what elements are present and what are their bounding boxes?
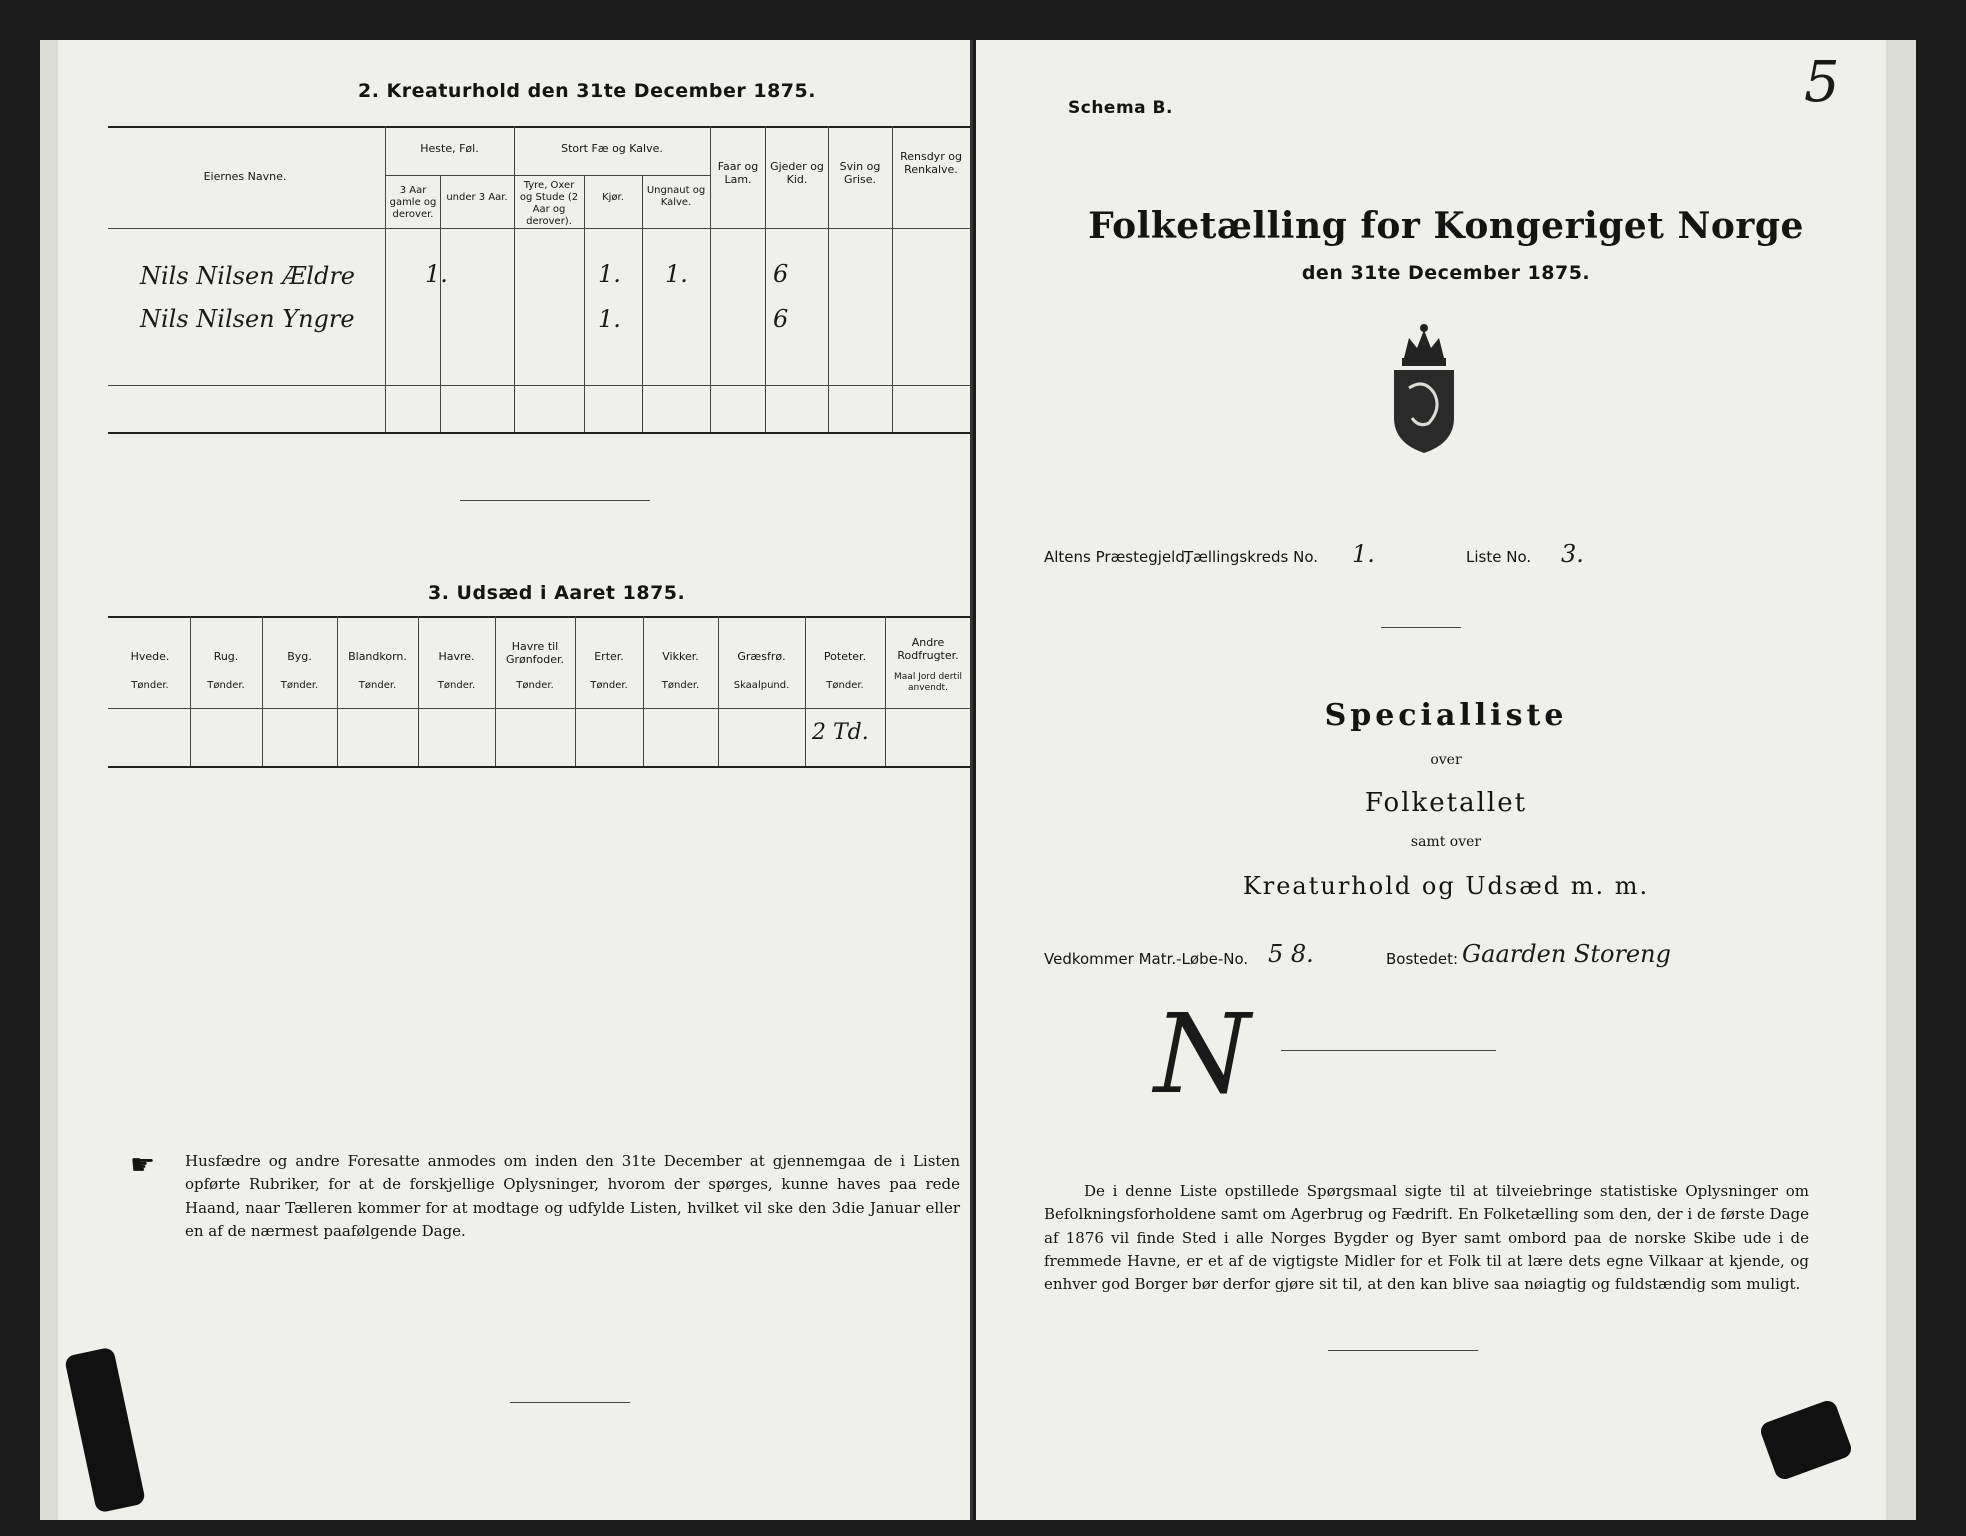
udsaed-blandkorn-header: Blandkorn.	[348, 650, 407, 663]
udsaed-hvede-header: Hvede.	[130, 650, 170, 663]
specialliste-title: Specialliste	[1324, 698, 1568, 733]
cell-heste-3aar: 1.	[425, 260, 448, 288]
bosted-label: Bostedet:	[1386, 950, 1459, 968]
bosted-value: Gaarden Storeng	[1462, 940, 1671, 968]
page-number: 5	[1804, 50, 1840, 115]
udsaed-graesfro-header: Græsfrø.	[737, 650, 786, 663]
udsaed-rodfrugter-unit: Maal Jord dertil anvendt.	[894, 672, 962, 693]
udsaed-havre-gronfoder-unit: Tønder.	[516, 680, 554, 691]
section2-title: 2. Kreaturhold den 31te December 1875.	[358, 80, 816, 102]
separator-line	[460, 500, 650, 501]
folketallet-title: Folketallet	[1364, 788, 1528, 818]
udsaed-rodfrugter-header: Andre Rodfrugter.	[897, 636, 959, 662]
table-rule	[108, 228, 970, 229]
udsaed-byg-header: Byg.	[287, 650, 312, 663]
table-rule	[108, 126, 970, 128]
coat-of-arms-icon	[1384, 318, 1464, 458]
sub-3aar-header: 3 Aar gamle og derover.	[389, 185, 437, 220]
left-page	[40, 40, 973, 1520]
table-rule	[108, 385, 970, 386]
udsaed-havre-header: Havre.	[438, 650, 475, 663]
main-title: Folketælling for Kongeriget Norge	[1088, 205, 1804, 247]
cell-ungnaut: 1.	[665, 260, 688, 288]
column-rule	[514, 126, 515, 432]
liste-label: Liste No.	[1466, 548, 1532, 566]
udsaed-vikker-unit: Tønder.	[661, 680, 700, 691]
binder-clip	[64, 1347, 146, 1514]
col-owner-header: Eiernes Navne.	[203, 170, 287, 183]
owner-name: Nils Nilsen Ældre	[140, 262, 355, 290]
signature-line	[1281, 1050, 1496, 1051]
pointing-hand-icon: ☛	[130, 1148, 156, 1181]
col-svin-header: Svin og Grise.	[839, 160, 881, 186]
udsaed-poteter-header: Poteter.	[823, 650, 867, 663]
sub-under3-header: under 3 Aar.	[446, 192, 508, 203]
column-rule	[440, 175, 441, 432]
table-rule	[108, 708, 970, 709]
over-text: over	[1430, 752, 1462, 768]
owner-name: Nils Nilsen Yngre	[140, 305, 355, 333]
col-heste-header: Heste, Føl.	[420, 142, 479, 155]
kreds-label: Tællingskreds No.	[1184, 548, 1318, 566]
column-rule	[710, 126, 711, 432]
separator-line	[1381, 627, 1461, 628]
right-page	[976, 40, 1916, 1520]
udsaed-graesfro-unit: Skaalpund.	[733, 680, 790, 691]
column-rule	[642, 175, 643, 432]
col-faar-header: Faar og Lam.	[717, 160, 759, 186]
matr-label: Vedkommer Matr.-Løbe-No.	[1044, 950, 1249, 968]
initial-signature: N	[1154, 990, 1251, 1118]
col-gjeder-header: Gjeder og Kid.	[770, 160, 824, 186]
date-line: den 31te December 1875.	[1301, 262, 1591, 284]
udsaed-byg-unit: Tønder.	[280, 680, 319, 691]
udsaed-vikker-header: Vikker.	[662, 650, 699, 663]
kreaturhold-title: Kreaturhold og Udsæd m. m.	[1242, 872, 1650, 900]
column-rule	[495, 616, 496, 766]
column-rule	[885, 616, 886, 766]
left-margin-strip	[40, 40, 58, 1520]
table-rule	[108, 432, 970, 434]
column-rule	[765, 126, 766, 432]
footer-text: De i denne Liste opstillede Spørgsmaal sigte til at tilveiebringe statistiske Oplysninger om Befolkningsforholdene samt om Agerbrug og Fædrift. En Folketælling som den, der i de første Dage af 1876 vil finde Sted i alle Norges Bygder og Byer samt ombord paa de norske Skibe ude i de fremmede Havne, er et af de vigtigste Midler for et Folk til at lære dets egne Vilkaar at kjende, og enhver god Borger bør derfor gjøre sit til, at den kan blive saa nøiagtig og fuldstændig som muligt.	[1044, 1182, 1809, 1293]
table-rule	[108, 766, 970, 768]
subheader-rule	[385, 175, 710, 176]
column-rule	[828, 126, 829, 432]
notice-text: Husfædre og andre Foresatte anmodes om inden den 31te December at gjennemgaa de i Listen opførte Rubriker, for at de forskjellige Oplysninger, hvorom der spørges, kunne haves paa rede Haand, naar Tælleren kommer for at modtage og udfylde Listen, hvilket vil ske den 3die Januar eller en af de nærmest paafølgende Dage.	[185, 1152, 960, 1240]
cell-kjor: 1.	[598, 260, 621, 288]
separator-line	[1328, 1350, 1478, 1351]
udsaed-erter-unit: Tønder.	[590, 680, 628, 691]
udsaed-poteter-unit: Tønder.	[826, 680, 864, 691]
cell-poteter: 2 Td.	[812, 720, 869, 745]
prestegjeld-label: Altens Præstegjeld,	[1044, 548, 1190, 566]
udsaed-rug-header: Rug.	[213, 650, 239, 663]
sub-tyre-header: Tyre, Oxer og Stude (2 Aar og derover).	[519, 180, 579, 227]
col-rensdyr-header: Rensdyr og Renkalve.	[900, 150, 962, 176]
udsaed-blandkorn-unit: Tønder.	[358, 680, 397, 691]
col-stort-header: Stort Fæ og Kalve.	[561, 142, 663, 155]
cell-faar: 6	[773, 305, 789, 333]
kreds-value: 1.	[1352, 540, 1375, 568]
binder-clip	[1758, 1398, 1854, 1482]
table-rule	[108, 616, 970, 618]
column-rule	[584, 175, 585, 432]
cell-faar: 6	[773, 260, 789, 288]
column-rule	[385, 126, 386, 432]
section3-title: 3. Udsæd i Aaret 1875.	[428, 582, 686, 604]
column-rule	[892, 126, 893, 432]
udsaed-rug-unit: Tønder.	[207, 680, 245, 691]
liste-value: 3.	[1561, 540, 1584, 568]
udsaed-hvede-unit: Tønder.	[131, 680, 169, 691]
schema-label: Schema B.	[1068, 98, 1173, 118]
matr-value: 5 8.	[1268, 940, 1314, 968]
cell-kjor: 1.	[598, 305, 621, 333]
udsaed-havre-unit: Tønder.	[437, 680, 476, 691]
udsaed-erter-header: Erter.	[594, 650, 624, 663]
udsaed-havre-gronfoder-header: Havre til Grønfoder.	[505, 640, 565, 666]
separator-line	[510, 1402, 630, 1403]
sub-ungnaut-header: Ungnaut og Kalve.	[646, 185, 706, 208]
samt-over-text: samt over	[1410, 834, 1482, 850]
sub-kjor-header: Kjør.	[602, 192, 624, 203]
